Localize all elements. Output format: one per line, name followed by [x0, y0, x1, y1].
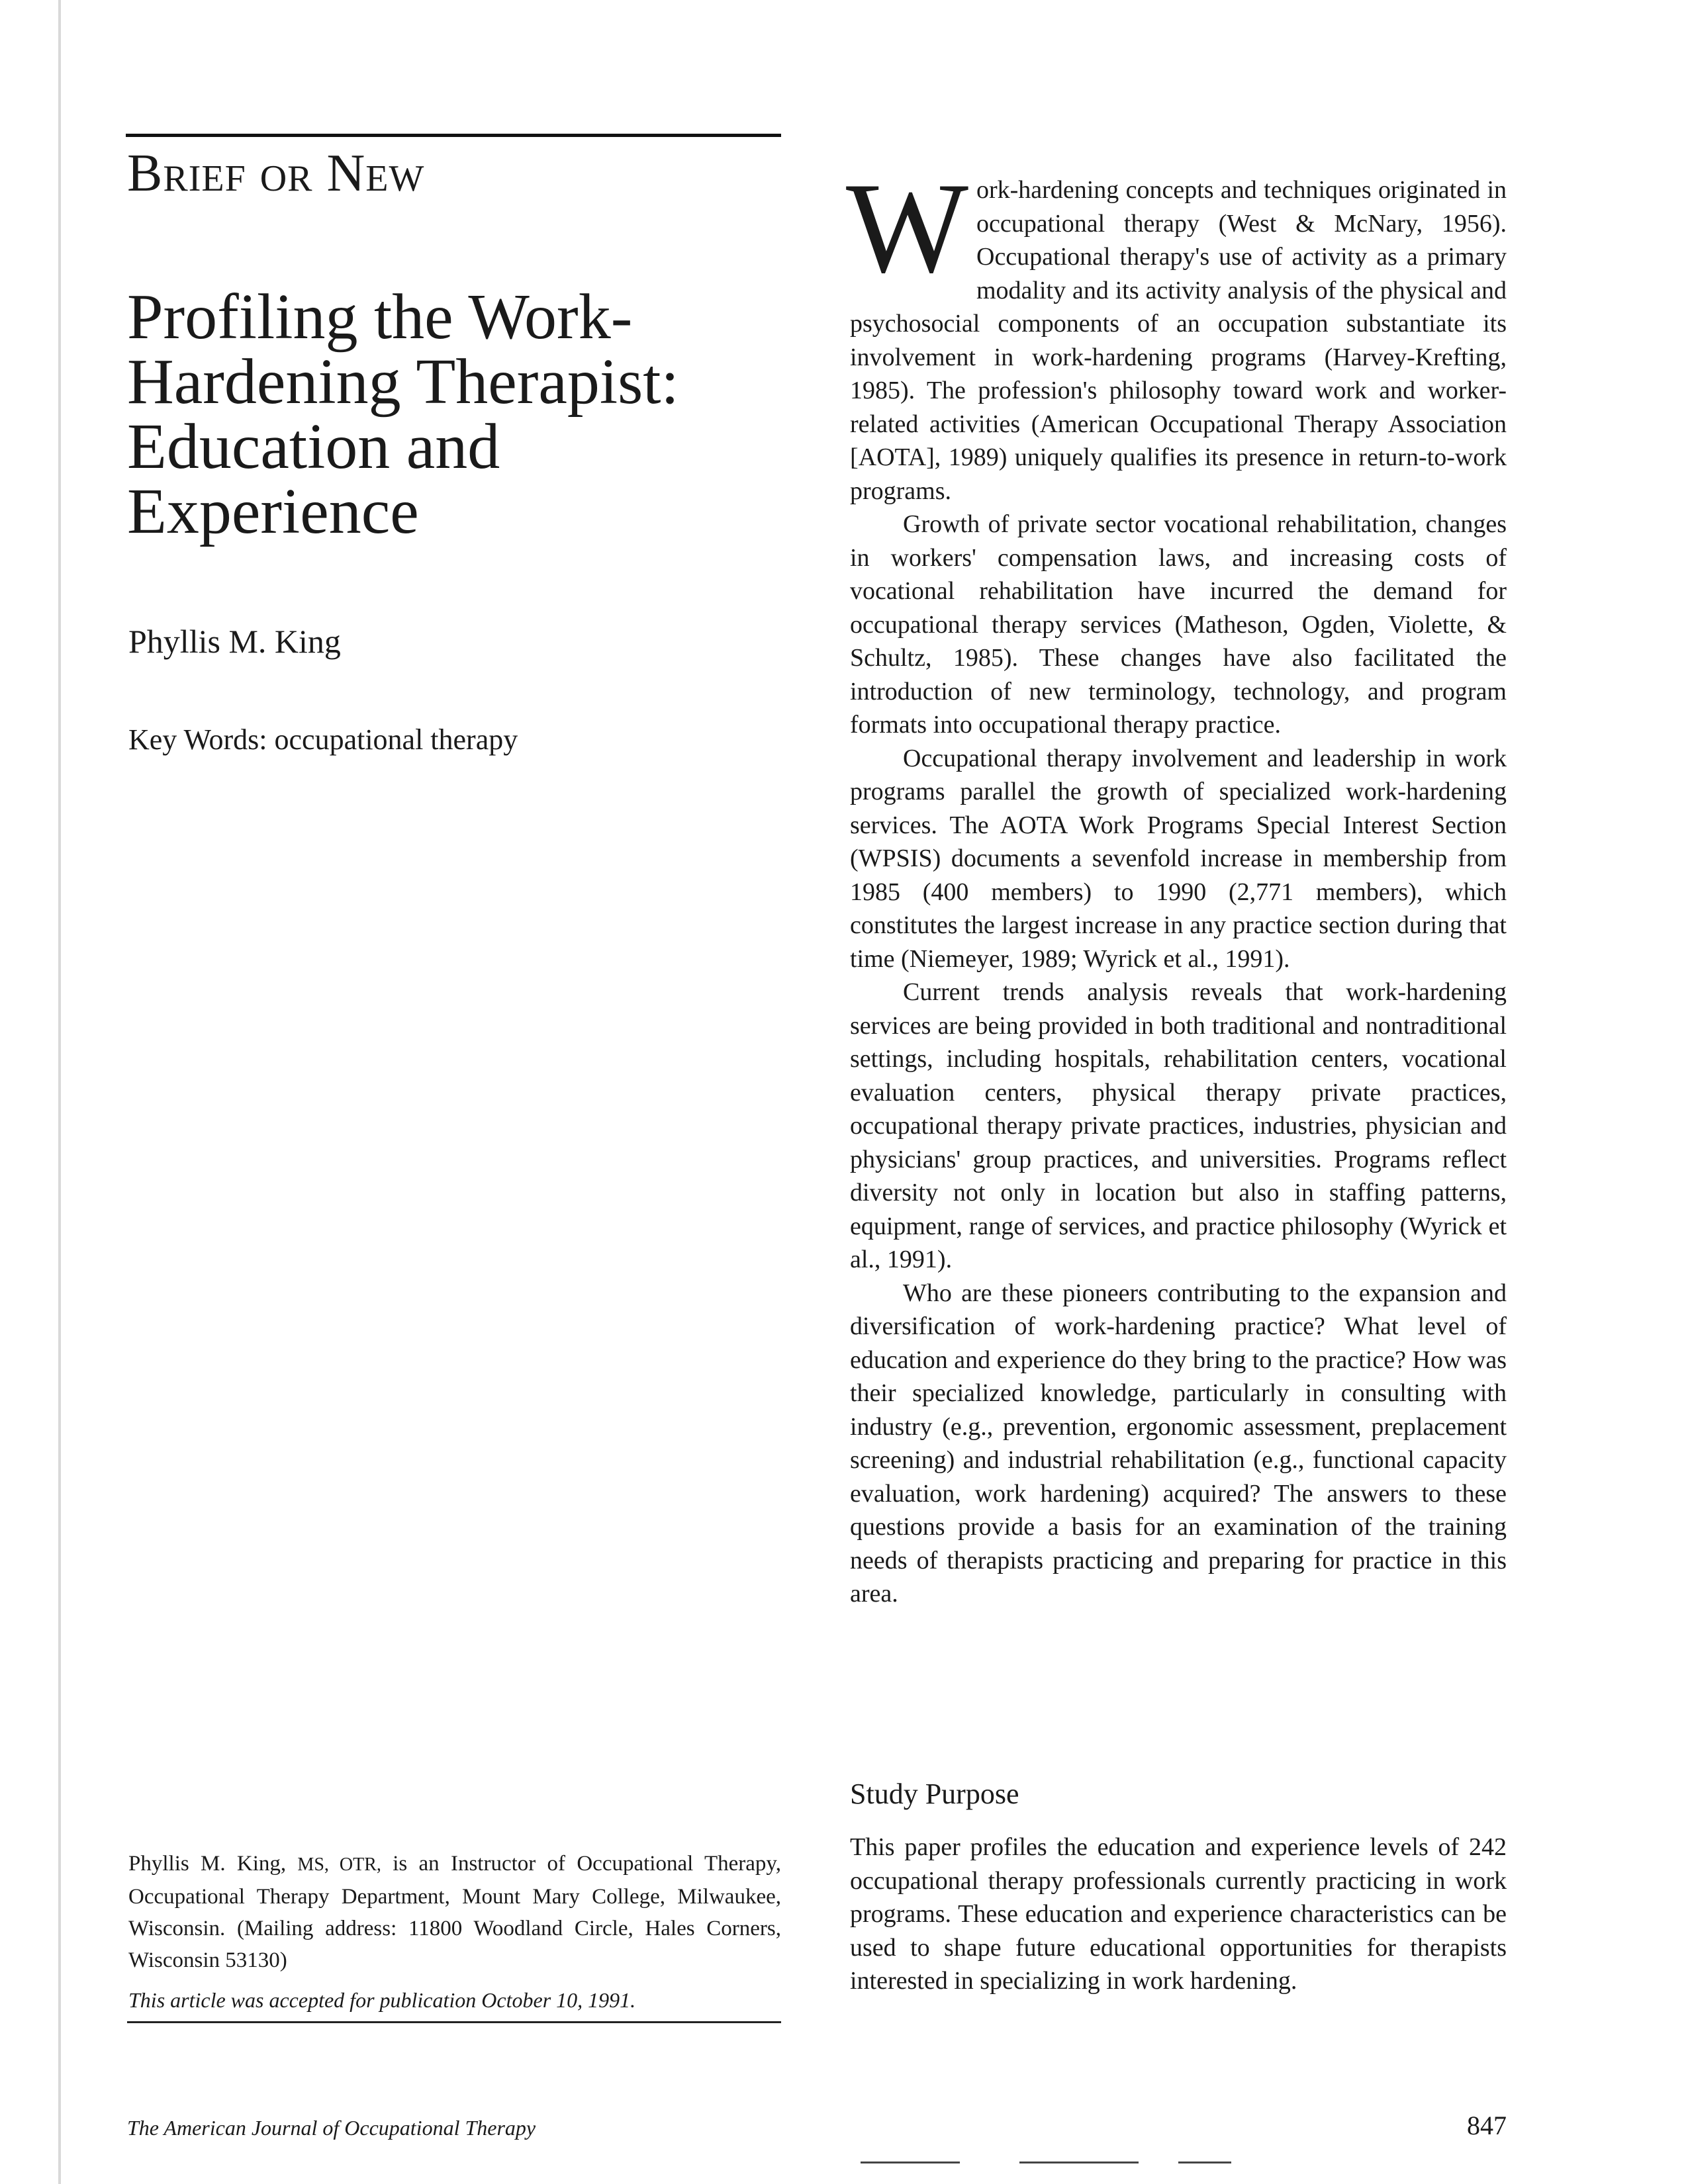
study-purpose-text: This paper profiles the education and experience levels of 242 occupational therapy professionals currently practicing in work programs. These education and experience characteristics can be used to shape future educational opportunities for therapists interested in specializing in work hardening.: [850, 1833, 1507, 1995]
acceptance-rule: [127, 2021, 781, 2023]
page-number: 847: [1467, 2111, 1507, 2140]
key-words: Key Words: occupational therapy: [128, 723, 518, 756]
article-title: Profiling the Work-Hardening Therapist: Education and Experience: [127, 281, 679, 547]
author-affiliation-note: [128, 1848, 781, 1976]
acceptance-note: This article was accepted for publication October 10, 1991.: [128, 1988, 636, 2012]
scan-artifact: [861, 2161, 960, 2163]
author-name: Phyllis M. King: [128, 623, 341, 660]
affiliation-author-name: Phyllis M. King,: [128, 1852, 287, 1876]
journal-name: The American Journal of Occupational Therapy: [127, 2116, 536, 2140]
drop-cap: W: [846, 156, 968, 300]
affiliation-credentials: MS, OTR,: [297, 1854, 381, 1875]
header-rule: [126, 134, 781, 137]
body-paragraph: Who are these pioneers contributing to the expansion and diversification of work-hardening practice? What level of education and experience do they bring to the practice? How was their specialized knowledge, particularly in consulting with industry (e.g., prevention, ergonomic assessment, preplacement screening) and industrial rehabilitation (e.g., functional capacity evaluation, work hardening) acquired? The answers to these questions provide a basis for an examination of the training needs of therapists practicing and preparing for practice in this area.: [850, 1279, 1507, 1608]
study-purpose-heading: Study Purpose: [850, 1778, 1019, 1810]
body-paragraph-text: ork-hardening concepts and techniques originated in occupational therapy (West & McNary, 1956). Occupational therapy's use of activity as a primary modality and its activity analysis of the physical and psychosocial components of an occupation substantiate its involvement in work-hardening programs (Harvey-Krefting, 1985). The profession's philosophy toward work and worker-related activities (American Occupational Therapy Association [AOTA], 1989) uniquely qualifies its presence in return-to-work programs.: [850, 176, 1507, 505]
body-text: [846, 156, 1507, 1611]
body-paragraph: [846, 156, 1507, 508]
body-paragraph: Growth of private sector vocational rehabilitation, changes in workers' compensation laws, and increasing costs of vocational rehabilitation have incurred the demand for occupational therapy services (Matheson, Ogden, Violette, & Schultz, 1985). These changes have also facilitated the introduction of new terminology, technology, and program formats into occupational therapy practice.: [850, 510, 1507, 739]
affiliation-text: is an Instructor of Occupational Therapy, Occupational Therapy Department, Mount Mary College, Milwaukee, Wisconsin. (Mailing address: 11800 Woodland Circle, Hales Corners, Wisconsin 53130): [128, 1852, 782, 1972]
section-label: Brief or New: [127, 144, 425, 203]
body-paragraph: Occupational therapy involvement and leadership in work programs parallel the growth of specialized work-hardening services. The AOTA Work Programs Special Interest Section (WPSIS) documents a sevenfold increase in membership from 1985 (400 members) to 1990 (2,771 members), which constitutes the largest increase in any practice section during that time (Niemeyer, 1989; Wyrick et al., 1991).: [850, 744, 1507, 973]
scan-artifact: [1178, 2161, 1231, 2163]
scan-artifact: [1019, 2161, 1139, 2163]
scan-edge-shadow: [58, 0, 61, 2184]
body-paragraph: Current trends analysis reveals that work-hardening services are being provided in both traditional and nontraditional settings, including hospitals, rehabilitation centers, vocational evaluation centers, physical therapy private practices, occupational therapy private practices, industries, physician and physicians' group practices, and universities. Programs reflect diversity not only in location but also in staffing patterns, equipment, range of services, and practice philosophy (Wyrick et al., 1991).: [850, 978, 1507, 1273]
